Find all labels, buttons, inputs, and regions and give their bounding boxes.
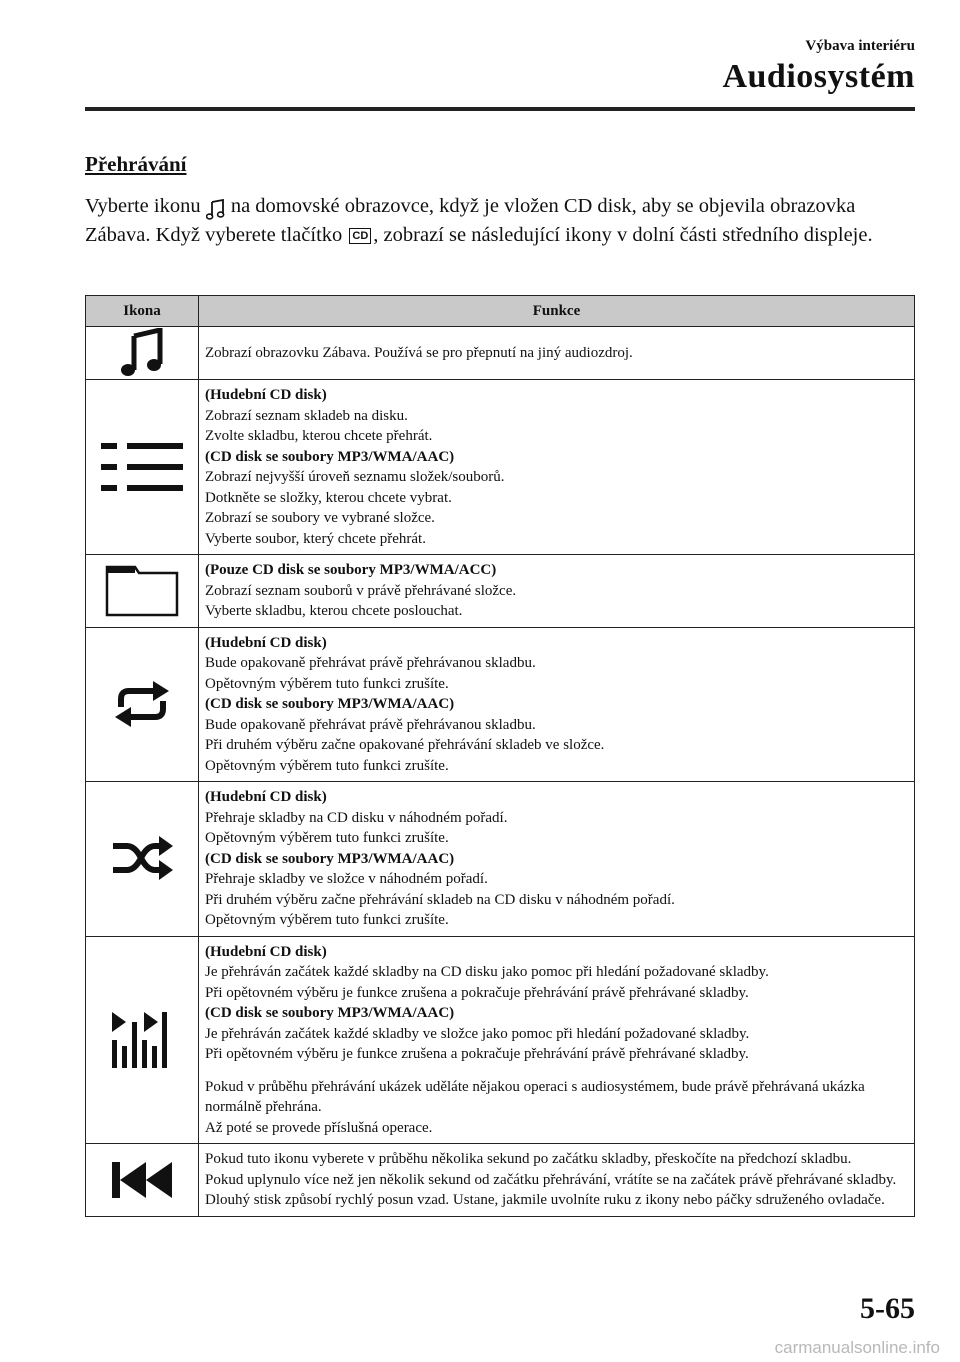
intro-text-3: , zobrazí se následující ikony v dolní části středního displeje. [373,224,873,246]
cd-button-icon: CD [349,228,371,244]
shuffle-icon [111,850,173,866]
subheading-text: (Pouze CD disk se soubory MP3/WMA/ACC) [205,562,497,578]
intro-paragraph [85,193,915,248]
scan-icon [110,1031,174,1047]
description-text: Vyberte skladbu, kterou chcete poslouchat. [205,603,463,619]
table-row [86,555,915,628]
description-text: Zobrazí seznam souborů v právě přehrávané složce. [205,582,517,599]
description-text: Vyberte soubor, který chcete přehrát. [205,530,426,547]
icon-cell [86,782,199,937]
music-note-icon [120,344,164,360]
icon-cell [86,1144,199,1217]
folder-icon [105,582,179,598]
page-title: Audiosystém [722,58,915,95]
repeat-icon [111,696,173,712]
description-text: Dotkněte se složky, kterou chcete vybrat. [205,489,452,506]
column-header-function: Funkce [199,296,915,327]
subheading-text: (Hudební CD disk) [205,387,327,403]
table-row [86,327,915,380]
description-text: Dlouhý stisk způsobí rychlý posun vzad. Ustane, jakmile uvolníte ruku z ikony nebo páčky sdruženého ovladače. [205,1192,885,1208]
description-text: Zobrazí nejvyšší úroveň seznamu složek/souborů. [205,469,505,485]
description-text: Pokud v průběhu přehrávání ukázek uděláte nějakou operaci s audiosystémem, bude právě přehrávaná ukázka normálně přehrána. [205,1078,865,1115]
function-table [85,295,915,1217]
function-cell [199,380,915,555]
header-divider [85,107,915,111]
description-text: Zvolte skladbu, kterou chcete přehrát. [205,428,433,444]
function-cell [199,936,915,1144]
description-text: Při druhém výběru začne opakované přehrávání skladeb ve složce. [205,737,605,753]
table-row [86,1144,915,1217]
subheading-text: (CD disk se soubory MP3/WMA/AAC) [205,850,455,867]
subheading-text: (Hudební CD disk) [205,634,327,651]
subheading-text: (CD disk se soubory MP3/WMA/AAC) [205,696,455,712]
table-row [86,380,915,555]
table-row [86,782,915,937]
table-row [86,627,915,782]
icon-cell [86,380,199,555]
description-text: Bude opakovaně přehrávat právě přehrávanou skladbu. [205,716,536,733]
description-text: Opětovným výběrem tuto funkci zrušíte. [205,675,449,692]
description-text: Opětovným výběrem tuto funkci zrušíte. [205,912,449,928]
description-text: Bude opakovaně přehrávat právě přehrávanou skladbu. [205,655,536,671]
section-heading: Přehrávání [85,152,187,176]
subheading-text: (Hudební CD disk) [205,789,327,805]
description-text: Pokud uplynulo více než jen několik sekund od začátku přehrávání, vrátíte se na začátek právě přehrávané skladby. [205,1171,897,1188]
column-header-icon: Ikona [86,296,199,327]
paragraph-gap [205,1065,908,1077]
description-text: Až poté se provede příslušná operace. [205,1119,433,1136]
function-cell [199,1144,915,1217]
icon-cell [86,936,199,1144]
icon-cell [86,327,199,380]
subheading-text: (CD disk se soubory MP3/WMA/AAC) [205,1005,455,1021]
description-text: Při opětovném výběru je funkce zrušena a pokračuje přehrávání právě přehrávané skladby. [205,984,749,1001]
icon-cell [86,627,199,782]
table-row [86,936,915,1144]
intro-text-2: na domovské obrazovce, když je vložen CD disk, aby se objevila obrazovka Zábava. Když vyberete tlačítko [85,195,856,246]
description-text: Při druhém výběru začne přehrávání skladeb na CD disku v náhodném pořadí. [205,891,675,908]
description-text: Opětovným výběrem tuto funkci zrušíte. [205,757,449,774]
description-text: Je přehráván začátek každé skladby ve složce jako pomoc při hledání požadované skladby. [205,1025,750,1042]
description-text: Při opětovném výběru je funkce zrušena a pokračuje přehrávání právě přehrávané skladby. [205,1046,749,1062]
description-text: Přehraje skladby na CD disku v náhodném pořadí. [205,809,508,826]
description-text: Opětovným výběrem tuto funkci zrušíte. [205,830,449,846]
watermark: carmanualsonline.info [774,1338,940,1357]
header-section: Výbava interiéru [805,38,915,54]
function-cell [199,782,915,937]
music-note-icon [206,196,226,222]
subheading-text: (CD disk se soubory MP3/WMA/AAC) [205,448,455,465]
subheading-text: (Hudební CD disk) [205,943,327,960]
function-cell [199,555,915,628]
description-text: Zobrazí seznam skladeb na disku. [205,407,408,424]
page-number: 5-65 [860,1292,915,1325]
function-cell [199,327,915,380]
icon-cell [86,555,199,628]
list-icon [101,458,183,474]
description-text: Zobrazí se soubory ve vybrané složce. [205,510,435,526]
previous-track-icon [110,1171,174,1187]
description-text: Je přehráván začátek každé skladby na CD disku jako pomoc při hledání požadované skladby. [205,964,769,980]
function-cell [199,627,915,782]
description-text: Zobrazí obrazovku Zábava. Používá se pro přepnutí na jiný audiozdroj. [205,344,633,361]
intro-text-1: Vyberte ikonu [85,195,206,217]
table-header-row [86,296,915,327]
description-text: Přehraje skladby ve složce v náhodném pořadí. [205,871,488,887]
description-text: Pokud tuto ikonu vyberete v průběhu několika sekund po začátku skladby, přeskočíte na předchozí skladbu. [205,1151,852,1167]
